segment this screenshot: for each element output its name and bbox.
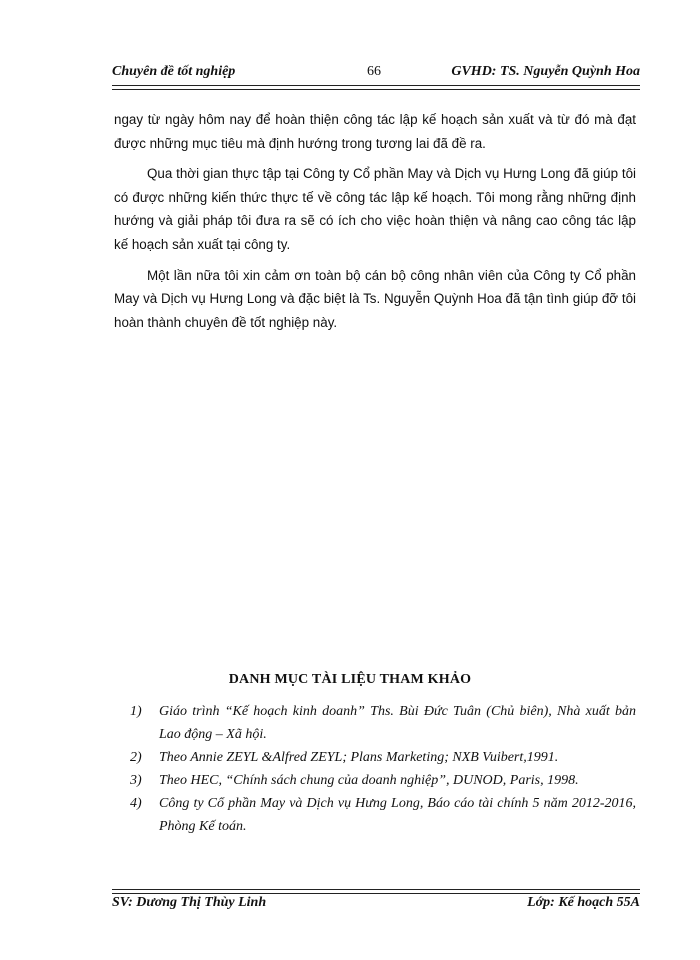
page-number: 66 <box>367 64 381 79</box>
reference-item <box>130 700 636 746</box>
references-heading: DANH MỤC TÀI LIỆU THAM KHẢO <box>228 672 472 687</box>
header-document-type: Chuyên đề tốt nghiệp <box>112 64 236 79</box>
page-header <box>112 64 640 84</box>
main-content <box>114 108 636 334</box>
reference-number: 2) <box>130 750 142 765</box>
paragraph-internship: Qua thời gian thực tập tại Công ty Cổ phần May và Dịch vụ Hưng Long đã giúp tôi có được những kiến thức thực tế về công tác lập kế hoạch. Tôi mong rằng những định hướng và giải pháp tôi đưa ra sẽ có ích cho việc hoàn thiện và nâng cao công tác lập kế hoạch sản xuất tại công ty. <box>114 166 636 252</box>
page-footer <box>112 895 640 915</box>
paragraph-acknowledgement: Một lần nữa tôi xin cảm ơn toàn bộ cán bộ công nhân viên của Công ty Cổ phần May và Dịch vụ Hưng Long và đặc biệt là Ts. Nguyễn Quỳnh Hoa đã tận tình giúp đỡ tôi hoàn thành chuyên đề tốt nghiệp này. <box>114 267 636 330</box>
header-divider <box>112 85 640 90</box>
reference-text: Theo Annie ZEYL &Alfred ZEYL; Plans Marketing; NXB Vuibert,1991. <box>159 750 559 765</box>
footer-class: Lớp: Kế hoạch 55A <box>527 895 640 910</box>
reference-text: Theo HEC, “Chính sách chung của doanh nghiệp”, DUNOD, Paris, 1998. <box>159 773 579 788</box>
reference-number: 3) <box>130 773 142 788</box>
footer-student: SV: Dương Thị Thùy Linh <box>112 895 267 910</box>
reference-text: Công ty Cổ phần May và Dịch vụ Hưng Long, Báo cáo tài chính 5 năm 2012-2016, Phòng Kế toán. <box>159 796 636 834</box>
references-list <box>130 700 636 838</box>
reference-number: 4) <box>130 796 142 811</box>
reference-number: 1) <box>130 704 142 719</box>
reference-item <box>130 746 636 769</box>
paragraph-continuation: ngay từ ngày hôm nay để hoàn thiện công tác lập kế hoạch sản xuất và từ đó mà đạt được những mục tiêu mà định hướng trong tương lai đã đề ra. <box>114 112 636 151</box>
reference-text: Giáo trình “Kế hoạch kinh doanh” Ths. Bùi Đức Tuân (Chủ biên), Nhà xuất bản Lao động – Xã hội. <box>159 704 636 742</box>
reference-item <box>130 769 636 792</box>
footer-divider <box>112 889 640 894</box>
reference-item <box>130 792 636 838</box>
header-supervisor: GVHD: TS. Nguyễn Quỳnh Hoa <box>451 64 640 79</box>
